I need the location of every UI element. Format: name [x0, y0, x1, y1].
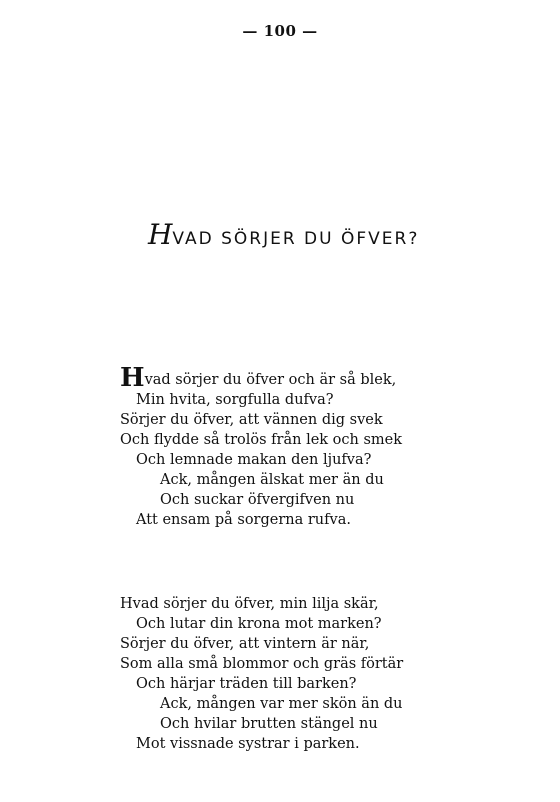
poem-line: Ack, mången älskat mer än du — [160, 472, 384, 488]
poem-line: Och flydde så trolös från lek och smek — [120, 432, 403, 448]
poem-line — [120, 363, 397, 393]
poem-line: Sörjer du öfver, att vännen dig svek — [120, 412, 383, 428]
poem-title — [148, 218, 419, 251]
page-number: — 100 — — [242, 22, 318, 40]
poem-line: Och suckar öfvergifven nu — [160, 492, 355, 508]
poem-line-text: vad sörjer du öfver och är så blek, — [144, 372, 397, 388]
drop-cap: H — [120, 363, 145, 393]
title-text: VAD SÖRJER DU ÖFVER? — [172, 229, 420, 249]
title-initial: H — [148, 218, 173, 251]
poem-line: Och lutar din krona mot marken? — [136, 616, 382, 632]
poem-line: Och lemnade makan den ljufva? — [136, 452, 372, 468]
poem-line: Som alla små blommor och gräs förtär — [120, 656, 404, 672]
poem-line: Sörjer du öfver, att vintern är när, — [120, 636, 370, 652]
poem-line: Mot vissnade systrar i parken. — [136, 736, 360, 752]
poem-line: Och härjar träden till barken? — [136, 676, 357, 692]
poem-line: Ack, mången var mer skön än du — [160, 696, 403, 712]
poem-line: Hvad sörjer du öfver, min lilja skär, — [120, 596, 379, 612]
poem-line: Att ensam på sorgerna rufva. — [136, 512, 351, 528]
poem-line: Och hvilar brutten stängel nu — [160, 716, 378, 732]
poem-line: Min hvita, sorgfulla dufva? — [136, 392, 334, 408]
